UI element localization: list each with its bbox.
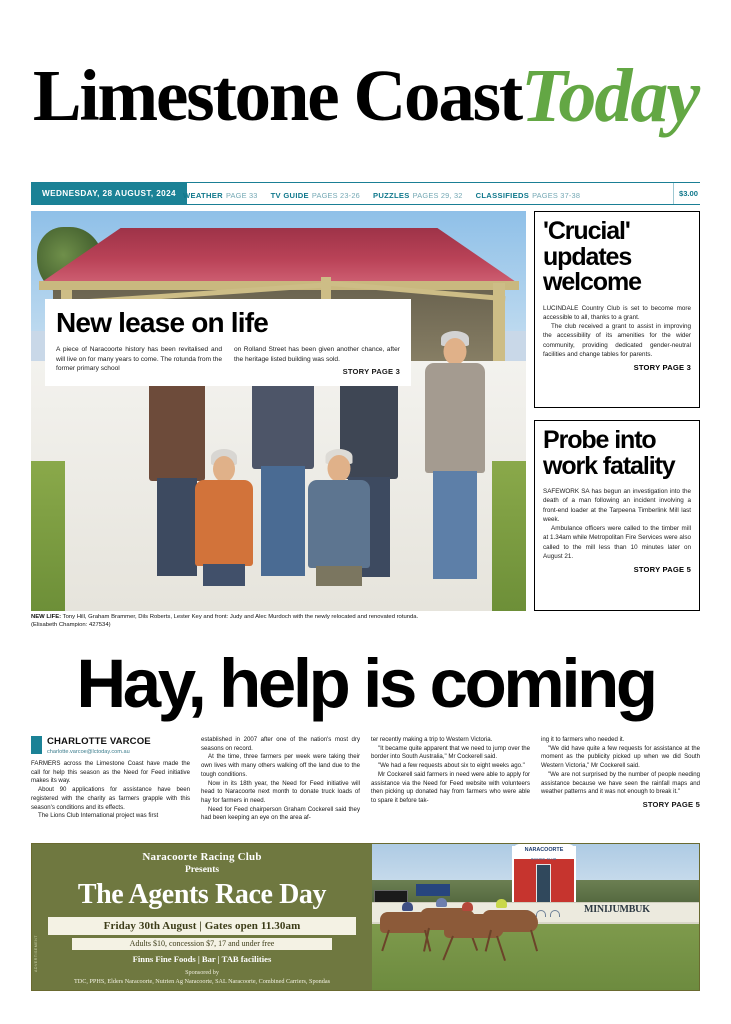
ad-facilities: Finns Fine Foods | Bar | TAB facilities <box>132 954 272 964</box>
main-story-body <box>31 736 700 836</box>
jockey <box>496 899 507 908</box>
index-items <box>183 183 593 204</box>
main-story-p4: established in 2007 after one of the nation's most dry seasons on record. <box>201 736 360 752</box>
winning-post-title: NARACOORTE <box>524 847 564 853</box>
sidebar-story-2-page-ref[interactable]: STORY PAGE 5 <box>633 565 691 575</box>
byline <box>31 736 190 756</box>
caption-text: Tony Hill, Graham Brammer, Dils Roberts, Lester Key and front: Judy and Alec Murdoch with the newly relocated and renovated rotunda. <box>61 614 419 620</box>
ad-sponsored-label: Sponsored by <box>185 969 219 976</box>
horseshoe-icon <box>550 910 560 917</box>
index-item-label: CLASSIFIEDS <box>475 191 530 200</box>
index-item-tv-guide[interactable] <box>271 183 360 206</box>
lead-story-column-2-wrap <box>234 345 400 377</box>
ad-event-details: Friday 30th August | Gates open 11.30am <box>48 917 356 935</box>
jockey <box>462 902 473 911</box>
horseshoe-icon <box>536 910 546 917</box>
sidebar-story-crucial-updates[interactable] <box>534 211 700 408</box>
byline-accent-bar <box>31 736 42 754</box>
main-story-p5: At the time, three farmers per week were taking their own lives with many others walking off the land due to the tough conditions. <box>201 753 360 778</box>
lead-story-headline: New lease on life <box>56 307 269 338</box>
main-story-column-4 <box>541 736 700 836</box>
index-item-label: WEATHER <box>183 191 223 200</box>
jockey <box>436 898 447 907</box>
main-story-column-2 <box>201 736 360 836</box>
photo-person-standing-4 <box>415 331 495 579</box>
index-item-label: TV GUIDE <box>270 191 309 200</box>
main-story-p13: "We did have quite a few requests for assistance at the moment as the publicity picked up when we did South Western Victoria," Mr Cockerell said. <box>541 744 700 770</box>
main-story-p2: About 90 applications for assistance have been registered with the charity as farmers grapple with this season's conditions and its effects. <box>31 786 190 811</box>
main-story-p1: FARMERS across the Limestone Coast have made the call for help this season as the Need for Feed initiative makes its way. <box>31 760 190 785</box>
ad-presents-label: Presents <box>184 865 220 875</box>
sidebar-story-1-body <box>543 304 691 360</box>
main-story-p6: Now in its 18th year, the Need for Feed initiative will head to Naracoorte next month to donate truck loads of hay for farmers in need. <box>201 779 360 804</box>
lead-story-page-ref[interactable]: STORY PAGE 3 <box>342 367 400 377</box>
index-item-pages: PAGES 37-38 <box>532 191 581 200</box>
ad-text-panel <box>32 844 372 990</box>
sidebar-story-1-paragraph-1: LUCINDALE Country Club is set to become more accessible to all, thanks to a grant. <box>543 304 691 321</box>
jockey <box>402 902 413 911</box>
main-story-column-1 <box>31 736 190 836</box>
sidebar-story-1-headline: 'Crucial' updates welcome <box>543 217 641 296</box>
sidebar-story-work-fatality[interactable] <box>534 420 700 611</box>
rotunda-roof <box>39 228 519 284</box>
main-story-p10: "We had a few requests about six to eight weeks ago." <box>378 762 525 770</box>
index-item-pages: PAGE 33 <box>225 191 258 200</box>
lead-story-column-2: on Rolland Street has been given another chance, after the heritage listed building was sold. <box>234 346 400 363</box>
main-story-p9: "It became quite apparent that we need to jump over the border into South Australia," Mr Cockerell said. <box>371 744 530 761</box>
sidebar-story-2-headline: Probe into work fatality <box>543 426 675 480</box>
ad-event-title: The Agents Race Day <box>77 879 327 910</box>
winning-post-label <box>512 844 576 859</box>
ad-club-name: Naracoorte Racing Club <box>142 851 262 863</box>
photo-person-seated-1 <box>191 449 257 584</box>
main-story-p12: ing it to farmers who needed it. <box>541 736 625 743</box>
photo-person-seated-2 <box>303 449 375 584</box>
lead-story-overlay <box>45 299 411 386</box>
main-story-p8: ter recently making a trip to Western Victoria. <box>371 736 493 743</box>
index-item-puzzles[interactable] <box>373 183 463 206</box>
photo-grass-right <box>492 461 526 611</box>
index-item-pages: PAGES 29, 32 <box>412 191 463 200</box>
advertisement-race-day[interactable] <box>31 843 700 991</box>
publication-date: WEDNESDAY, 28 AUGUST, 2024 <box>31 183 187 204</box>
lead-photo <box>31 211 526 611</box>
main-story-column-3 <box>371 736 530 836</box>
index-item-pages: PAGES 23-26 <box>311 191 360 200</box>
masthead <box>0 52 731 140</box>
ad-sponsor-list: TDC, PPHS, Elders Naracoorte, Nutrien Ag Naracoorte, SAL Naracoorte, Combined Carriers, Spondas <box>74 978 330 985</box>
sidebar-story-1-paragraph-2: The club received a grant to assist in improving the accessibility of its amenities for the wider community, providing dedicated gender-neutral facilities and change tables for parents. <box>543 323 691 358</box>
lead-story-column-1: A piece of Naracoorte history has been revitalised and will live on for many years to come. The rotunda from the former primary school <box>56 346 222 373</box>
index-item-label: PUZZLES <box>372 191 410 200</box>
sidebar-story-2-body <box>543 487 691 561</box>
sidebar-story-2-paragraph-1: SAFEWORK SA has begun an investigation into the death of a man following an incident involving a front-end loader at the Tarpeena Timberlink Mill last week. <box>543 488 691 523</box>
racing-photo-sign-blue <box>416 884 450 896</box>
index-item-classifieds[interactable] <box>476 183 581 206</box>
caption-label: NEW LIFE: <box>31 614 62 620</box>
cover-price: $3.00 <box>673 183 698 204</box>
racehorse <box>482 910 538 932</box>
main-story-page-ref[interactable]: STORY PAGE 5 <box>642 799 700 809</box>
masthead-title: Limestone Coast <box>32 55 521 136</box>
ad-vertical-code: ADVERTISEMENT <box>34 935 38 972</box>
byline-author: CHARLOTTE VARCOE <box>47 736 151 747</box>
ad-pricing: Adults $10, concession $7, 17 and under free <box>72 938 332 950</box>
sidebar-story-1-page-ref[interactable]: STORY PAGE 3 <box>633 363 691 373</box>
main-story-p7: Need for Feed chairperson Graham Cockerell said they had been keeping an eye on the area af- <box>201 805 360 822</box>
main-story-headline: Hay, help is coming <box>76 645 655 722</box>
byline-email[interactable]: charlotte.varcoe@lctoday.com.au <box>47 749 130 755</box>
main-story-p14: "We are not surprised by the number of people needing assistance because we have seen the rainfall maps and weather patterns and it was not enough to break it." <box>541 770 700 796</box>
index-item-weather[interactable] <box>183 183 258 206</box>
masthead-accent-title: Today <box>520 54 699 138</box>
racing-photo-track <box>372 924 699 990</box>
main-story-p11: Mr Cockerell said farmers in need were able to apply for assistance via the Need for Feed website with volunteers then picking up donated hay from farmers who were able to spare it before tak- <box>371 770 530 804</box>
main-story-p3: The Lions Club International project was first <box>38 812 159 820</box>
sidebar-story-2-paragraph-2: Ambulance officers were called to the timber mill at 1.34am while Metropolitan Fire Services were also called to the mill less than 10 minutes later on August 21. <box>543 525 691 561</box>
photo-grass-left <box>31 461 65 611</box>
winning-post-subtitle: RACING CLUB <box>531 857 557 861</box>
index-bar <box>31 182 700 205</box>
lead-photo-caption <box>31 613 526 629</box>
ad-racing-photo <box>372 844 699 990</box>
minijumbuk-signage: MINIJUMBUK <box>584 904 650 915</box>
caption-credit: (Elisabeth Champion: 427534) <box>31 622 111 629</box>
